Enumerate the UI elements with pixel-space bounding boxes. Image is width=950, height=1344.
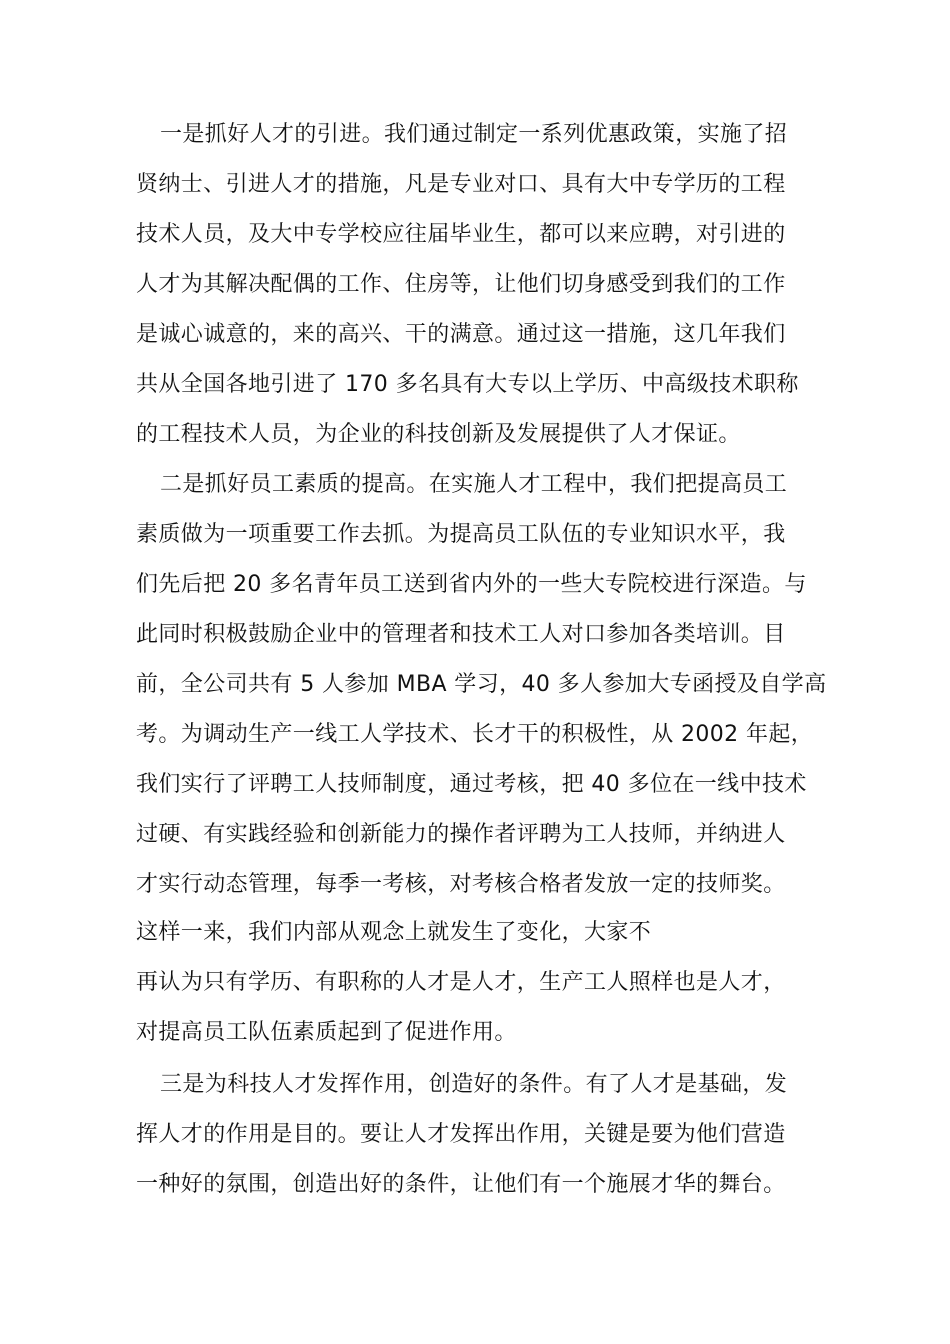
para2-line5: 前，全公司共有 5 人参加 MBA 学习，40 多人参加大专函授及自学高 xyxy=(136,672,827,697)
para1-line5: 是诚心诚意的，来的高兴、干的满意。通过这一措施，这几年我们 xyxy=(136,322,786,347)
para1-line2: 贤纳士、引进人才的措施，凡是专业对口、具有大中专学历的工程 xyxy=(136,172,786,197)
para3-line1: 三是为科技人才发挥作用，创造好的条件。有了人才是基础，发 xyxy=(160,1072,788,1097)
para2-line1: 二是抓好员工素质的提高。在实施人才工程中，我们把提高员工 xyxy=(160,472,788,497)
para2-line7: 我们实行了评聘工人技师制度，通过考核，把 40 多位在一线中技术 xyxy=(136,772,807,797)
para1-line7: 的工程技术人员，为企业的科技创新及发展提供了人才保证。 xyxy=(136,422,741,447)
para2-line12: 对提高员工队伍素质起到了促进作用。 xyxy=(136,1020,517,1045)
para2-line3: 们先后把 20 多名青年员工送到省内外的一些大专院校进行深造。与 xyxy=(136,572,807,597)
para1-line3: 技术人员，及大中专学校应往届毕业生，都可以来应聘，对引进的 xyxy=(136,222,786,247)
para1-line4: 人才为其解决配偶的工作、住房等，让他们切身感受到我们的工作 xyxy=(136,272,786,297)
para2-line9: 才实行动态管理，每季一考核，对考核合格者发放一定的技师奖。 xyxy=(136,872,786,897)
para2-line8: 过硬、有实践经验和创新能力的操作者评聘为工人技师，并纳进人 xyxy=(136,822,786,847)
para2-line4: 此同时积极鼓励企业中的管理者和技术工人对口参加各类培训。目 xyxy=(136,622,786,647)
para1-line1: 一是抓好人才的引进。我们通过制定一系列优惠政策，实施了招 xyxy=(160,122,788,147)
para3-line3: 一种好的氛围，创造出好的条件，让他们有一个施展才华的舞台。 xyxy=(136,1172,786,1197)
para3-line2: 挥人才的作用是目的。要让人才发挥出作用，关键是要为他们营造 xyxy=(136,1122,786,1147)
para2-line10: 这样一来，我们内部从观念上就发生了变化，大家不 xyxy=(136,920,652,945)
para2-line11: 再认为只有学历、有职称的人才是人才，生产工人照样也是人才， xyxy=(136,970,786,995)
para2-line6: 考。为调动生产一线工人学技术、长才干的积极性，从 2002 年起， xyxy=(136,722,814,747)
para2-line2: 素质做为一项重要工作去抓。为提高员工队伍的专业知识水平，我 xyxy=(136,522,786,547)
para1-line6: 共从全国各地引进了 170 多名具有大专以上学历、中高级技术职称 xyxy=(136,372,799,397)
